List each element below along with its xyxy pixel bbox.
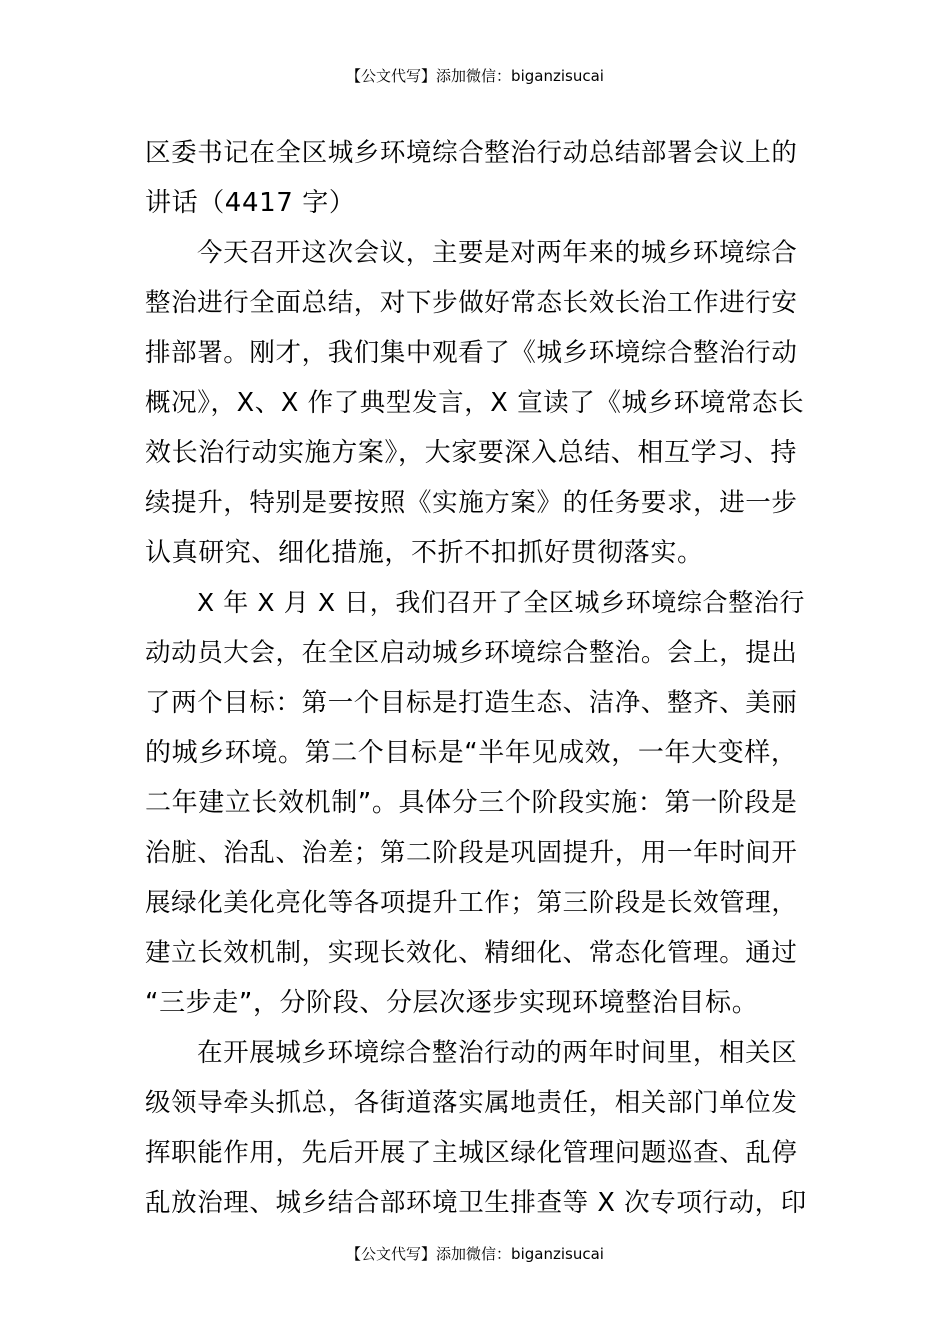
paragraph-1-line-5: 效长治行动实施方案》，大家要深入总结、相互学习、持 (145, 438, 798, 468)
paragraph-1-line-1: 今天召开这次会议，主要是对两年来的城乡环境综合 (197, 238, 798, 268)
paragraph-2-line-6: 治脏、治乱、治差；第二阶段是巩固提升，用一年时间开 (145, 838, 798, 868)
paragraph-2-line-9: “三步走”，分阶段、分层次逐步实现环境整治目标。 (145, 988, 759, 1018)
title-line-1: 区委书记在全区城乡环境综合整治行动总结部署会议上的 (145, 138, 798, 168)
paragraph-2-line-7: 展绿化美化亮化等各项提升工作；第三阶段是长效管理， (145, 888, 798, 918)
paragraph-2-line-2: 动动员大会，在全区启动城乡环境综合整治。会上，提出 (145, 638, 798, 668)
title-line-2: 讲话（4417 字） (145, 188, 356, 218)
paragraph-1-line-4: 概况》，X、X 作了典型发言，X 宣读了《城乡环境常态长 (145, 388, 805, 418)
paragraph-1-line-7: 认真研究、细化措施，不折不扣抓好贯彻落实。 (145, 538, 704, 568)
paragraph-3-line-3: 挥职能作用，先后开展了主城区绿化管理问题巡查、乱停 (145, 1138, 798, 1168)
paragraph-2-line-5: 二年建立长效机制”。具体分三个阶段实施：第一阶段是 (145, 788, 798, 818)
paragraph-2-line-8: 建立长效机制，实现长效化、精细化、常态化管理。通过 (145, 938, 798, 968)
paragraph-1-line-3: 排部署。刚才，我们集中观看了《城乡环境综合整治行动 (145, 338, 798, 368)
paragraph-1-line-6: 续提升，特别是要按照《实施方案》的任务要求，进一步 (145, 488, 798, 518)
page-footer-note: 【公文代写】添加微信：biganzisucai (346, 1245, 604, 1263)
paragraph-1-line-2: 整治进行全面总结，对下步做好常态长效长治工作进行安 (145, 288, 798, 318)
page-header-note: 【公文代写】添加微信：biganzisucai (346, 67, 604, 85)
paragraph-3-line-4: 乱放治理、城乡结合部环境卫生排查等 X 次专项行动，印 (145, 1188, 807, 1218)
paragraph-2-line-3: 了两个目标：第一个目标是打造生态、洁净、整齐、美丽 (145, 688, 798, 718)
paragraph-3-line-1: 在开展城乡环境综合整治行动的两年时间里，相关区 (197, 1038, 798, 1068)
document-body (145, 128, 807, 1228)
paragraph-2-line-4: 的城乡环境。第二个目标是“半年见成效，一年大变样， (145, 738, 798, 768)
paragraph-3-line-2: 级领导牵头抓总，各街道落实属地责任，相关部门单位发 (145, 1088, 798, 1118)
paragraph-2-line-1: X 年 X 月 X 日，我们召开了全区城乡环境综合整治行 (197, 588, 805, 617)
